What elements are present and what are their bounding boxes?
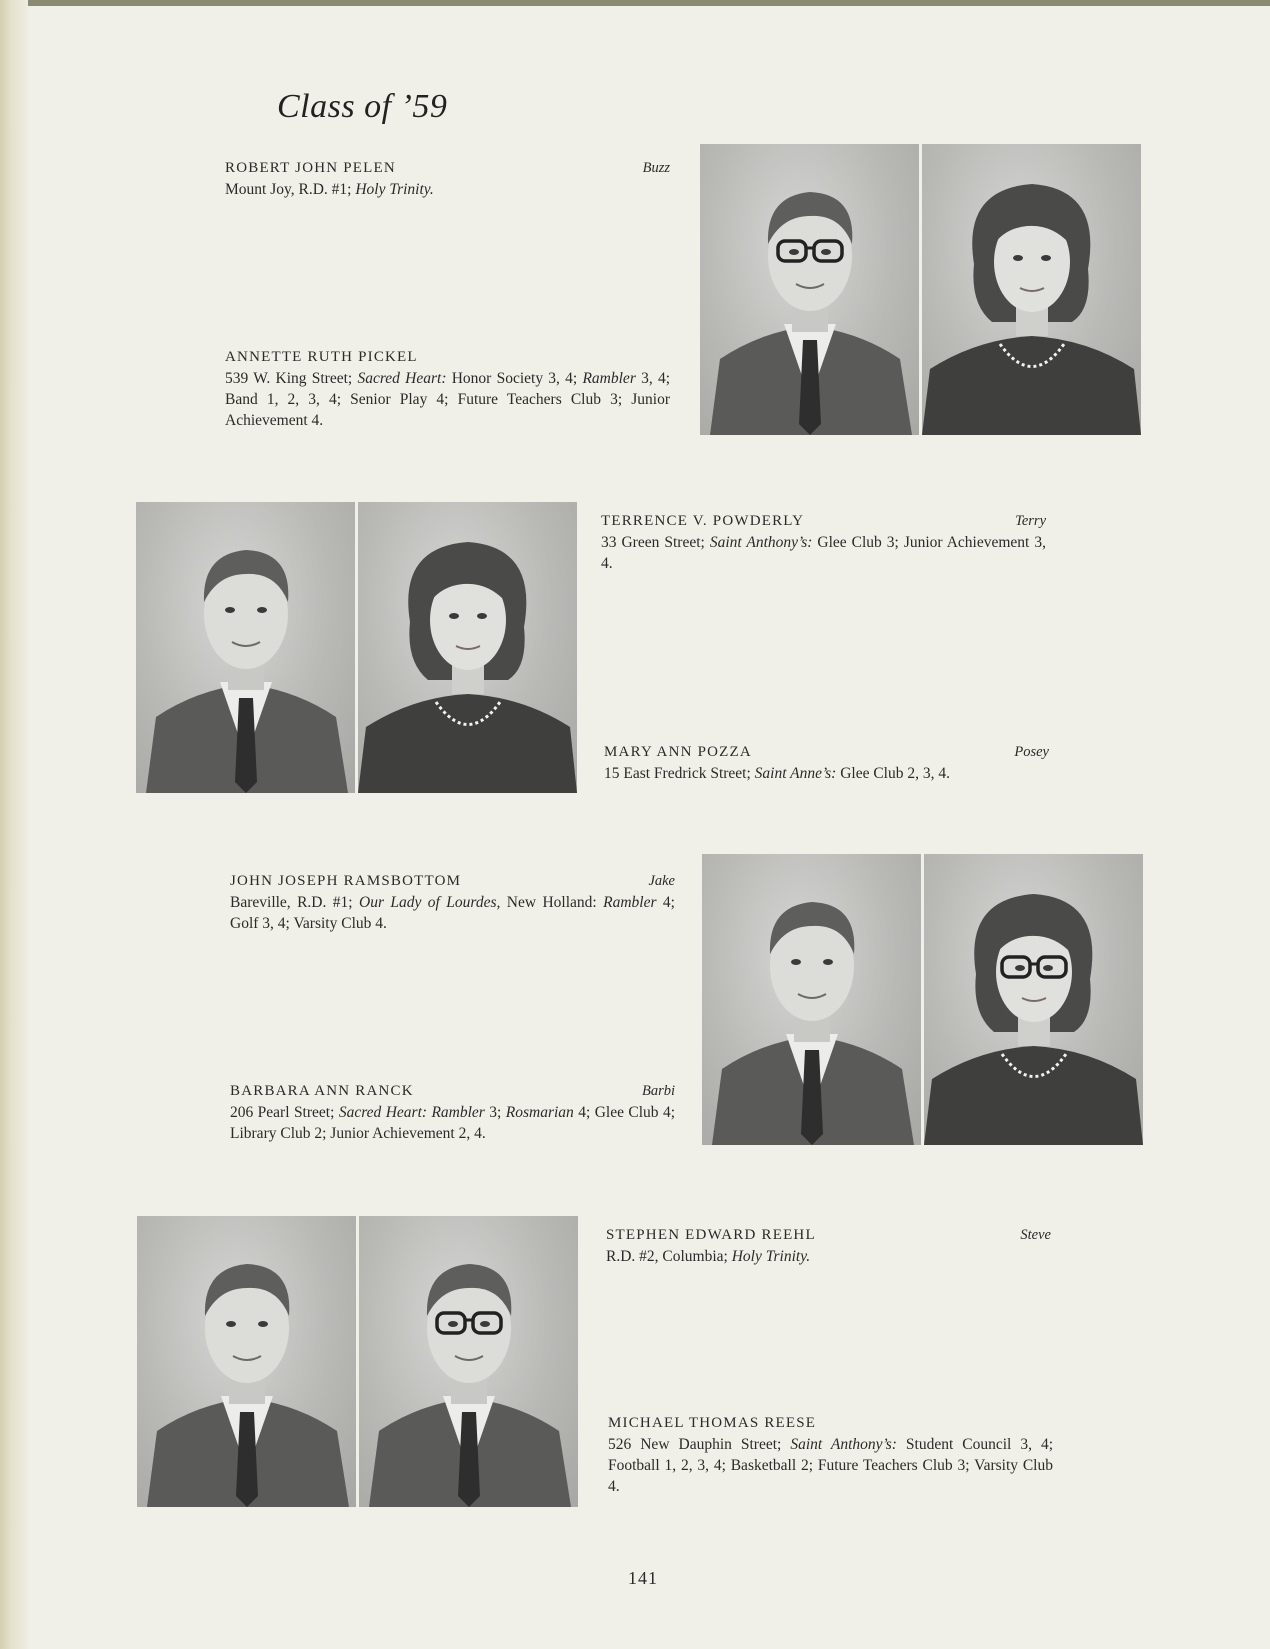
student-entry-ramsbottom [230, 871, 675, 934]
portrait-figure [359, 1216, 578, 1507]
activity-text: Our Lady of Lourdes, [359, 894, 501, 911]
student-activities [230, 1102, 675, 1144]
activity-text: 33 Green Street; [601, 534, 710, 551]
activity-text: New Holland: [500, 894, 604, 911]
portrait-pelen [700, 144, 919, 435]
entry-header [604, 742, 1049, 763]
portrait-figure [702, 854, 921, 1145]
photo-pair-4 [137, 1216, 578, 1507]
portrait-figure [924, 854, 1143, 1145]
activity-text: 3, 4; Band 1, 2, 3, 4; Senior Play 4; Future Teachers Club 3; Junior Achievement 4. [225, 370, 671, 429]
student-entry-reese [608, 1413, 1053, 1497]
student-entry-reehl [606, 1225, 1051, 1267]
activity-text: 4; Glee Club 4; Library Club 2; Junior Achievement 2, 4. [230, 1104, 675, 1142]
activity-text: Glee Club 2, 3, 4. [836, 765, 950, 782]
student-nickname: Jake [648, 873, 675, 889]
photo-pair-2 [136, 502, 577, 793]
activity-text: 15 East Fredrick Street; [604, 765, 755, 782]
activity-text: Rambler [603, 894, 657, 911]
activity-text: Bareville, R.D. #1; [230, 894, 359, 911]
entry-header [225, 158, 670, 179]
photo-pair-1 [700, 144, 1141, 435]
portrait-pickel [922, 144, 1141, 435]
activity-text: 3; [484, 1104, 506, 1121]
portrait-figure [700, 144, 919, 435]
activity-text: 526 New Dauphin Street; [608, 1436, 791, 1453]
activity-text: Saint Anthony’s: [709, 534, 813, 551]
activity-text: Mount Joy, R.D. #1; [225, 181, 356, 198]
student-activities [225, 368, 670, 431]
activity-text: 4; Golf 3, 4; Varsity Club 4. [230, 894, 675, 932]
portrait-figure [137, 1216, 356, 1507]
student-entry-pickel [225, 347, 670, 431]
page-number: 141 [628, 1568, 658, 1588]
student-activities [225, 179, 670, 200]
portrait-powderly [136, 502, 355, 793]
student-name: BARBARA ANN RANCK [230, 1083, 414, 1099]
student-nickname: Terry [1015, 513, 1046, 529]
student-nickname: Steve [1020, 1227, 1051, 1243]
student-name: STEPHEN EDWARD REEHL [606, 1227, 816, 1243]
portrait-figure [922, 144, 1141, 435]
student-activities [608, 1434, 1053, 1497]
student-activities [604, 763, 1049, 784]
activity-text: Saint Anthony’s: [790, 1436, 897, 1453]
student-nickname: Posey [1014, 744, 1049, 760]
activity-text: 206 Pearl Street; [230, 1104, 339, 1121]
student-name: JOHN JOSEPH RAMSBOTTOM [230, 873, 462, 889]
entry-header [230, 1081, 675, 1102]
activity-text: Student Council 3, 4; Football 1, 2, 3, 4; Basketball 2; Future Teachers Club 3; Varsity Club 4. [608, 1436, 1054, 1495]
portrait-pozza [358, 502, 577, 793]
entry-header [601, 511, 1046, 532]
portrait-reese [359, 1216, 578, 1507]
activity-text: Rambler [582, 370, 636, 387]
portrait-reehl [137, 1216, 356, 1507]
book-spine-shadow [0, 0, 28, 1649]
student-nickname: Buzz [642, 160, 670, 176]
portrait-figure [136, 502, 355, 793]
portrait-figure [358, 502, 577, 793]
portrait-ramsbottom [702, 854, 921, 1145]
activity-text: Sacred Heart: [357, 370, 447, 387]
photo-pair-3 [702, 854, 1143, 1145]
page-top-edge [0, 0, 1270, 6]
student-nickname: Barbi [641, 1083, 675, 1099]
entry-header [606, 1225, 1051, 1246]
activity-text: Holy Trinity. [731, 1248, 811, 1265]
activity-text: Rosmarian [505, 1104, 574, 1121]
activity-text: Saint Anne’s: [754, 765, 837, 782]
activity-text: Sacred Heart: Rambler [338, 1104, 485, 1121]
student-entry-ranck [230, 1081, 675, 1144]
student-entry-pelen [225, 158, 670, 200]
portrait-ranck [924, 854, 1143, 1145]
student-name: TERRENCE V. POWDERLY [601, 513, 805, 529]
activity-text: Honor Society 3, 4; [446, 370, 583, 387]
student-entry-pozza [604, 742, 1049, 784]
student-name: ANNETTE RUTH PICKEL [225, 349, 418, 365]
student-name: MICHAEL THOMAS REESE [608, 1415, 817, 1431]
student-entry-powderly [601, 511, 1046, 574]
student-activities [601, 532, 1046, 574]
student-activities [606, 1246, 1051, 1267]
student-name: ROBERT JOHN PELEN [225, 160, 396, 176]
entry-header [230, 871, 675, 892]
student-name: MARY ANN POZZA [604, 744, 752, 760]
activity-text: 539 W. King Street; [225, 370, 358, 387]
student-activities [230, 892, 675, 934]
entry-header [225, 347, 670, 368]
entry-header [608, 1413, 1053, 1434]
page-title: Class of ’59 [277, 88, 448, 125]
activity-text: R.D. #2, Columbia; [606, 1248, 732, 1265]
activity-text: Glee Club 3; Junior Achievement 3, 4. [601, 534, 1046, 572]
activity-text: Holy Trinity. [355, 181, 434, 198]
